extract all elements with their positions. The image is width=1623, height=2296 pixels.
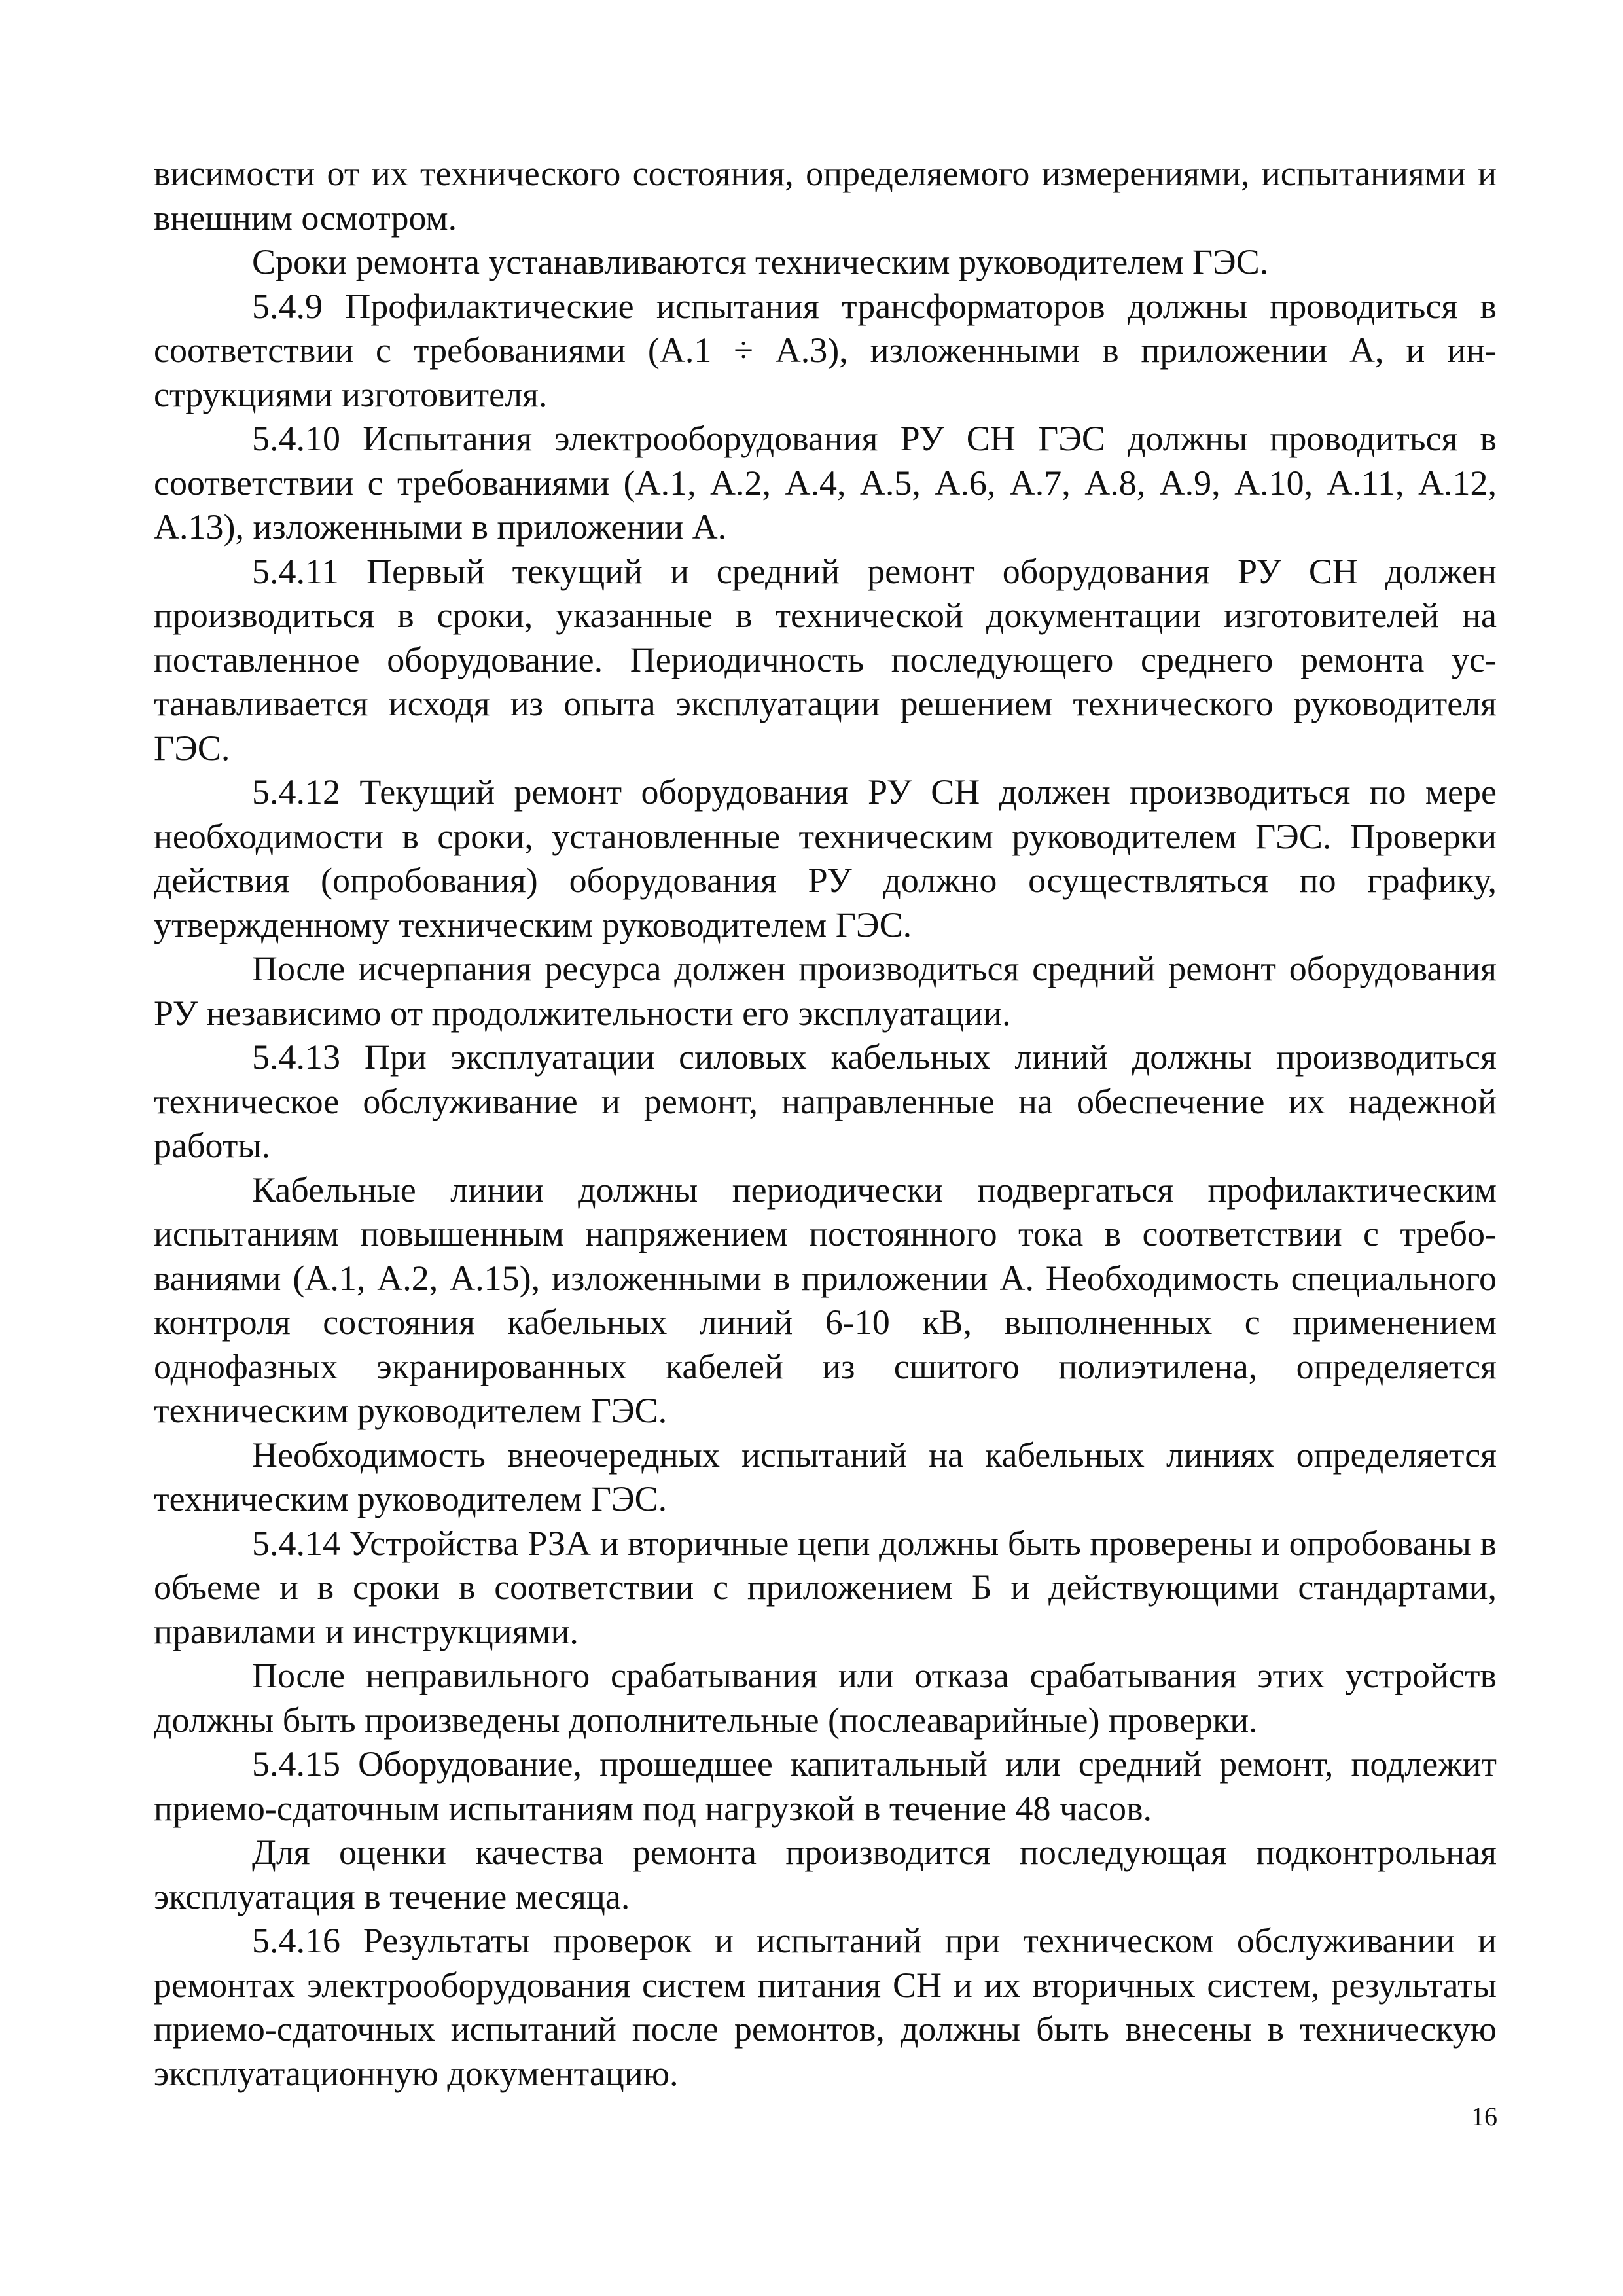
paragraph: Для оценки качества ремонта производится последующая подконтрольная эксплуатация в течение месяца. <box>154 1833 1497 1916</box>
paragraph: 5.4.12 Текущий ремонт оборудования РУ СН должен производиться по мере необходимости в сроки, установленные техническим руководителем ГЭС. Проверки действия (опробования) оборудования РУ должно осуществляться по графику, утвержденному техническим руководителем ГЭС. <box>154 772 1497 944</box>
paragraph: Сроки ремонта устанавливаются техническим руководителем ГЭС. <box>252 242 1269 281</box>
paragraph: 5.4.13 При эксплуатации силовых кабельных линий должны производиться техническое обслуживание и ремонт, направленные на обеспечение их надежной работы. <box>154 1037 1497 1165</box>
paragraph: 5.4.14 Устройства РЗА и вторичные цепи должны быть проверены и опробованы в объеме и в сроки в соответствии с приложением Б и действующими стандартами, правилами и инструкциями. <box>154 1523 1497 1651</box>
paragraph: Кабельные линии должны периодически подвергаться профилактическим испытаниям повышенным напряжением постоянного тока в соответствии с требованиями (А.1, А.2, А.15), изложенными в приложении А. Необходимость специального контроля состояния кабельных линий 6-10 кВ, выполненных с применением однофазных экранированных кабелей из сшитого полиэтилена, определяется техническим руководителем ГЭС. <box>154 1170 1497 1430</box>
document-body <box>154 152 1497 2096</box>
paragraph: 5.4.10 Испытания электрооборудования РУ СН ГЭС должны проводиться в соответствии с требованиями (А.1, А.2, А.4, А.5, А.6, А.7, А.8, А.9, А.10, А.11, А.12, А.13), изложенными в приложении А. <box>154 419 1497 547</box>
page-number: 16 <box>1471 2102 1497 2131</box>
paragraph: 5.4.16 Результаты проверок и испытаний при техническом обслуживании и ремонтах электрооборудования систем питания СН и их вторичных систем, результаты приемо-сдаточных испытаний после ремонтов, должны быть внесены в техническую эксплуатационную документацию. <box>154 1921 1497 2093</box>
paragraph: После неправильного срабатывания или отказа срабатывания этих устройств должны быть произведены дополнительные (послеаварийные) проверки. <box>154 1656 1497 1740</box>
paragraph: 5.4.11 Первый текущий и средний ремонт оборудования РУ СН должен производиться в сроки, указанные в технической документации изготовителей на поставленное оборудование. Периодичность последующего среднего ремонта устанавливается исходя из опыта эксплуатации решением технического руководителя ГЭС. <box>154 551 1497 768</box>
paragraph: После исчерпания ресурса должен производиться средний ремонт оборудования РУ независимо от продолжительности его эксплуатации. <box>154 949 1497 1033</box>
paragraph: 5.4.9 Профилактические испытания трансформаторов должны проводиться в соответствии с требованиями (А.1 ÷ А.3), изложенными в приложении А, и инструкциями изготовителя. <box>154 286 1497 414</box>
paragraph: Необходимость внеочередных испытаний на кабельных линиях определяется техническим руководителем ГЭС. <box>154 1435 1497 1518</box>
paragraph: висимости от их технического состояния, определяемого измерениями, испытаниями и внешним осмотром. <box>154 154 1497 238</box>
paragraph: 5.4.15 Оборудование, прошедшее капитальный или средний ремонт, подлежит приемо-сдаточным испытаниям под нагрузкой в течение 48 часов. <box>154 1744 1497 1828</box>
